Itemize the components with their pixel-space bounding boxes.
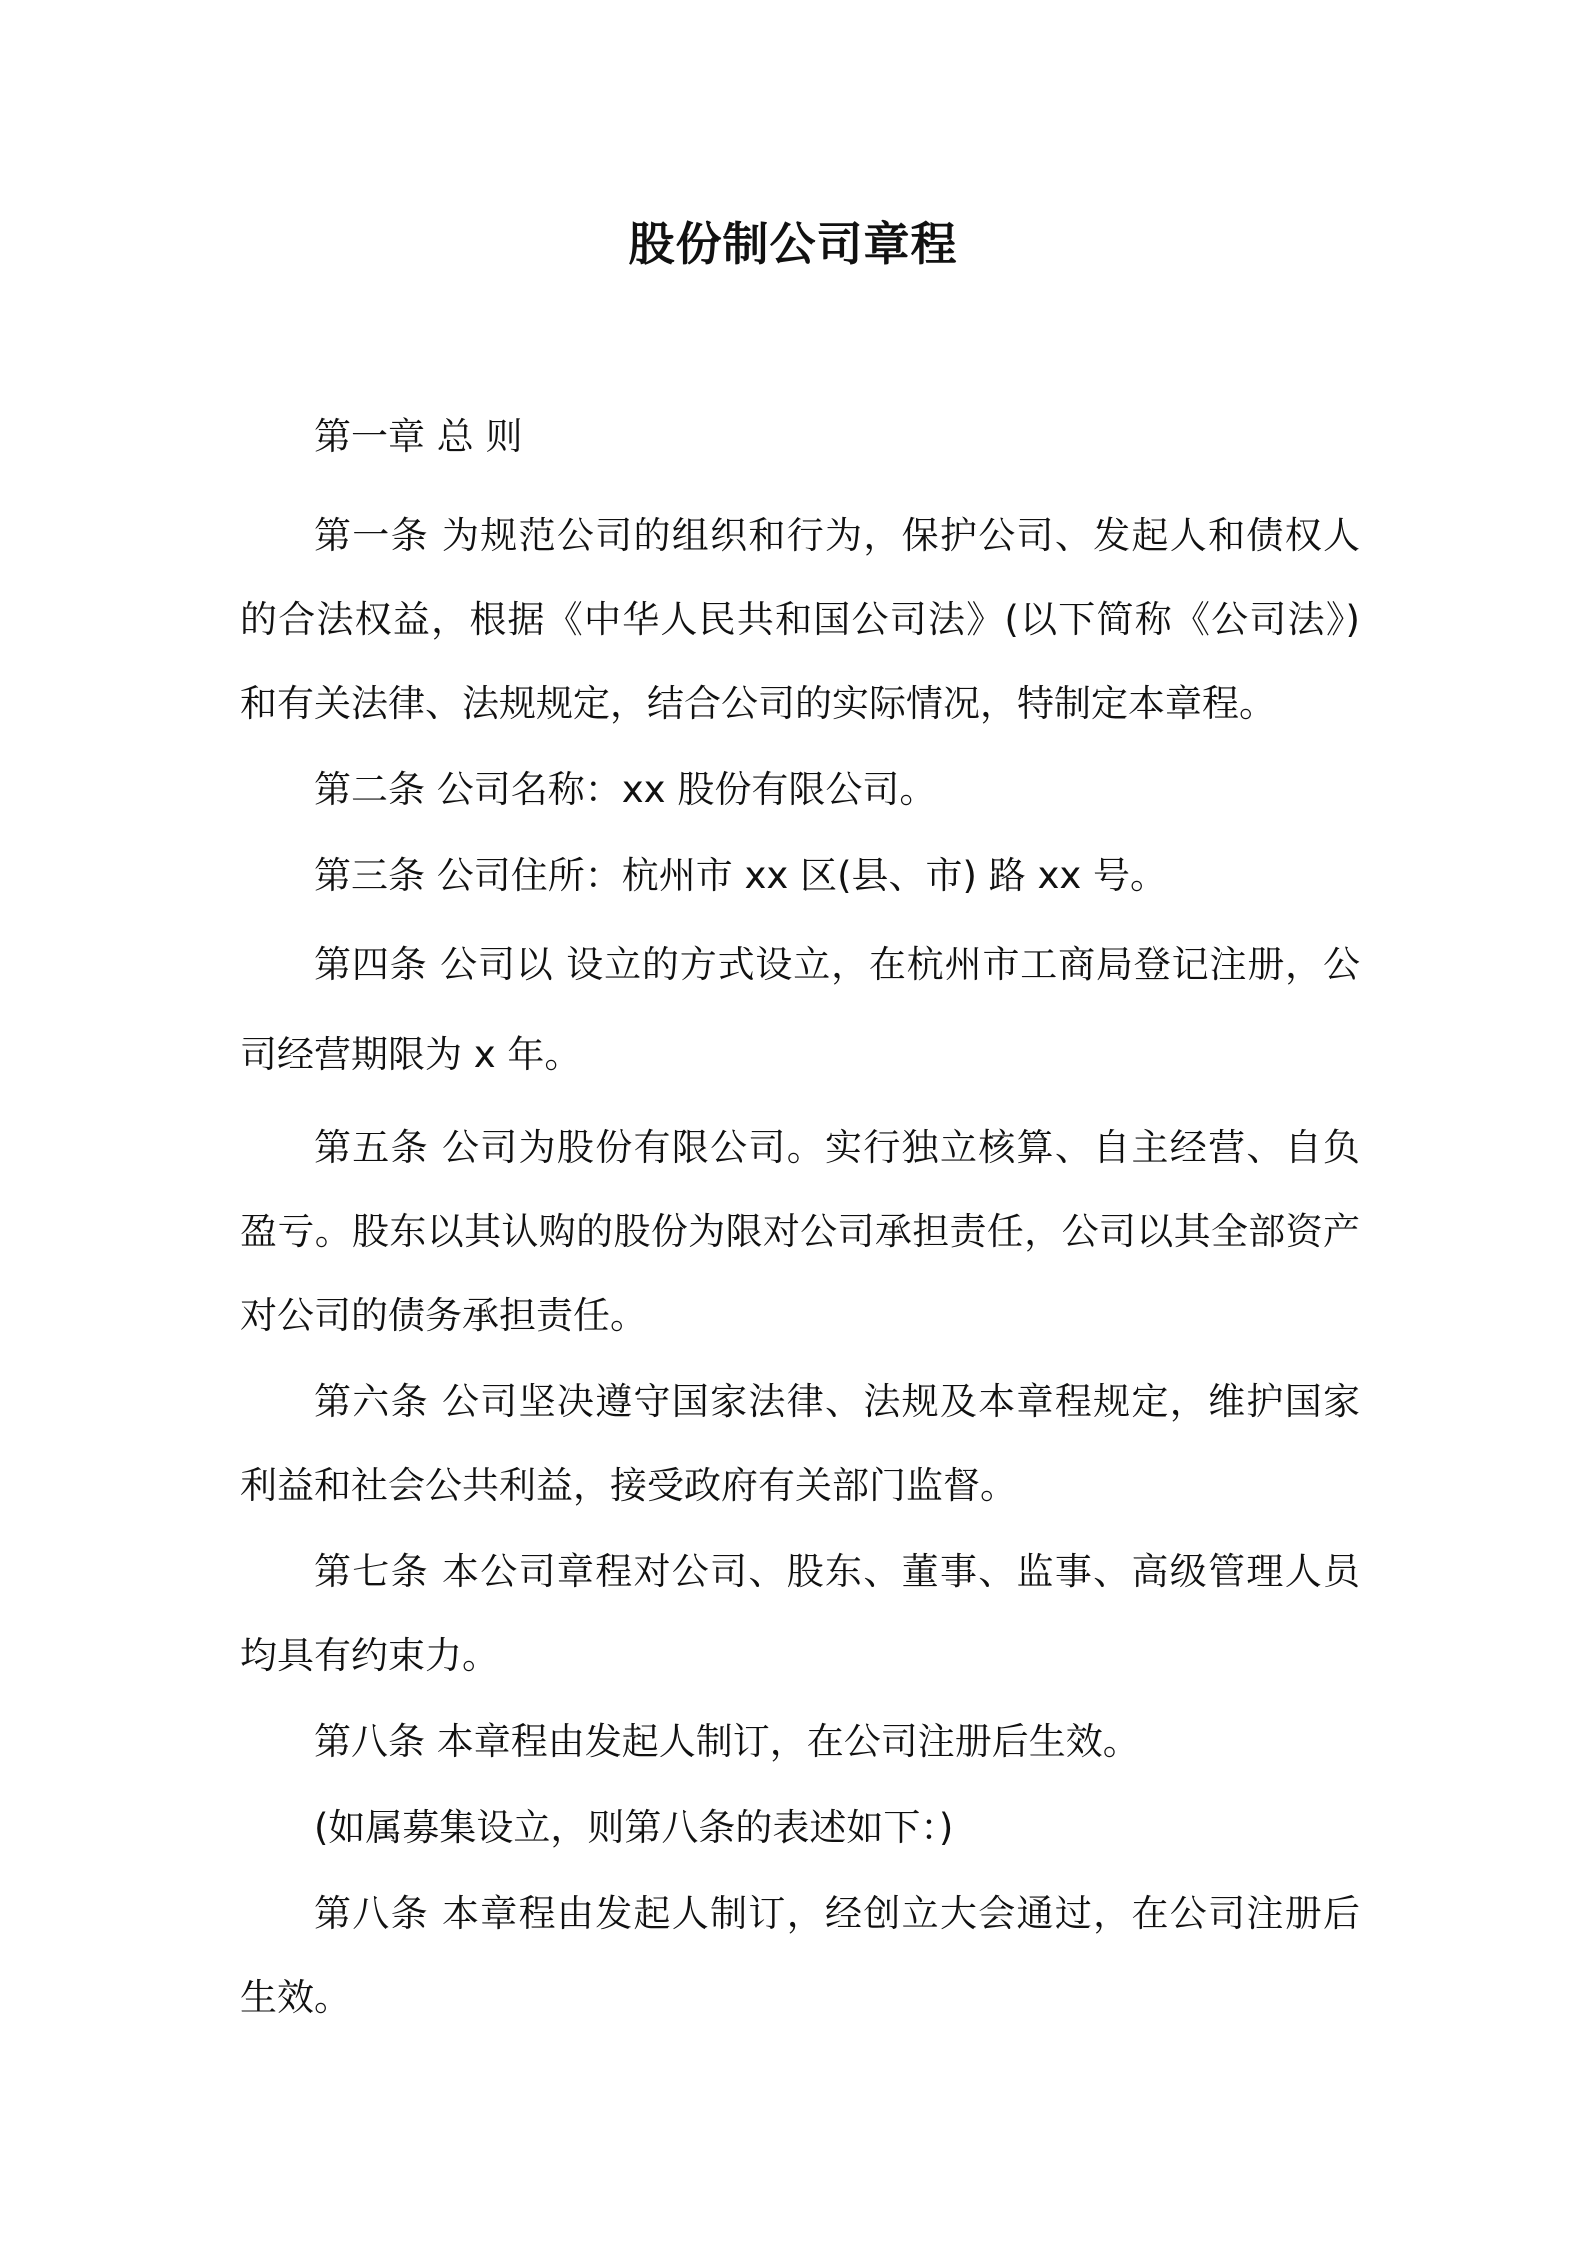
article-8-note: (如属募集设立，则第八条的表述如下：) — [314, 1806, 954, 1849]
article-6: 第六条 公司坚决遵守国家法律、法规及本章程规定，维护国家利益和社会公共利益，接受政府有关部门监督。 — [240, 1380, 1360, 1507]
article-3: 第三条 公司住所：杭州市 xx 区(县、市) 路 xx 号。 — [314, 854, 1168, 897]
article-8-alt: 第八条 本章程由发起人制订，经创立大会通过，在公司注册后生效。 — [240, 1892, 1360, 2019]
article-1: 第一条 为规范公司的组织和行为，保护公司、发起人和债权人的合法权益，根据《中华人民共和国公司法》(以下简称《公司法》)和有关法律、法规规定，结合公司的实际情况，特制定本章程。 — [240, 514, 1360, 725]
article-7: 第七条 本公司章程对公司、股东、董事、监事、高级管理人员均具有约束力。 — [240, 1550, 1360, 1677]
document-body — [240, 402, 1360, 2042]
article-5: 第五条 公司为股份有限公司。实行独立核算、自主经营、自负盈亏。股东以其认购的股份为限对公司承担责任，公司以其全部资产对公司的债务承担责任。 — [240, 1126, 1360, 1337]
article-4: 第四条 公司以 设立的方式设立，在杭州市工商局登记注册，公司经营期限为 x 年。 — [240, 943, 1360, 1076]
document-title: 股份制公司章程 — [628, 217, 958, 271]
article-8: 第八条 本章程由发起人制订，在公司注册后生效。 — [314, 1720, 1140, 1763]
article-2: 第二条 公司名称：xx 股份有限公司。 — [314, 768, 937, 811]
chapter-heading: 第一章 总 则 — [314, 415, 523, 458]
